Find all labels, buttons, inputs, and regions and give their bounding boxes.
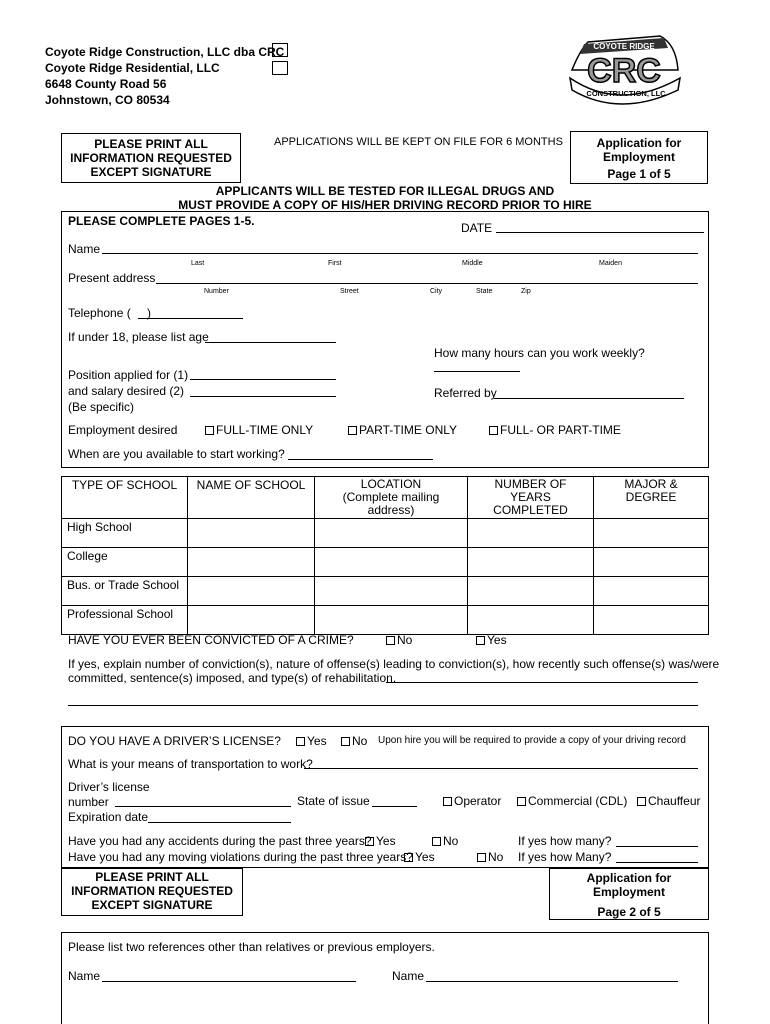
references-intro: Please list two references other than relatives or previous employers. (68, 940, 435, 954)
logo-top-text: COYOTE RIDGE (593, 42, 655, 51)
transport-field[interactable] (304, 768, 698, 769)
school-type-college: College (62, 548, 188, 577)
table-cell[interactable] (468, 519, 594, 548)
table-cell[interactable] (594, 548, 709, 577)
license-no-checkbox[interactable] (341, 737, 350, 746)
header-major-title: MAJOR & (624, 477, 678, 491)
application-box-page2 (549, 868, 709, 920)
license-no-option[interactable] (341, 734, 367, 748)
hours-field[interactable] (434, 371, 520, 372)
license-no-label: No (352, 734, 368, 748)
violations-question: Have you had any moving violations during the past three years? (68, 850, 413, 864)
drug-notice-line-1: APPLICANTS WILL BE TESTED FOR ILLEGAL DRUGS AND (215, 184, 555, 198)
header-location-title: LOCATION (360, 477, 422, 491)
header-years-title: NUMBER OF YEARS (494, 477, 567, 504)
violations-yes-label: Yes (415, 850, 435, 864)
referred-label: Referred by (434, 386, 497, 400)
position-line-3: (Be specific) (68, 400, 135, 414)
expiration-label: Expiration date (68, 810, 149, 824)
full-time-option[interactable] (205, 423, 313, 437)
violations-no-label: No (488, 850, 504, 864)
full-or-part-label: FULL- OR PART-TIME (500, 423, 621, 437)
address-sub-street: Street (340, 288, 359, 295)
company-city: Johnstown, CO 80534 (45, 93, 170, 107)
reference-2-name-label: Name (392, 969, 425, 983)
company-name: Coyote Ridge Construction, LLC dba CRC (45, 45, 285, 59)
address-sub-city: City (430, 288, 443, 295)
table-row (62, 548, 709, 577)
drug-notice (0, 184, 770, 212)
table-row (62, 606, 709, 635)
table-cell[interactable] (188, 606, 315, 635)
address-sub-zip: Zip (521, 288, 531, 295)
transport-label: What is your means of transportation to work? (68, 757, 313, 771)
print-notice-2-line-2: INFORMATION REQUESTED (71, 884, 233, 898)
position-field-2[interactable] (190, 396, 336, 397)
under18-label: If under 18, please list age (68, 330, 209, 344)
table-cell[interactable] (468, 548, 594, 577)
name-sub-middle: Middle (462, 260, 483, 267)
state-issue-label: State of issue (297, 794, 370, 808)
print-notice-line-3: EXCEPT SIGNATURE (90, 165, 212, 179)
accidents-yes-label: Yes (376, 834, 396, 848)
telephone-paren-close: ) (147, 306, 151, 320)
name-sub-first: First (328, 260, 342, 267)
license-yes-label: Yes (307, 734, 327, 748)
logo-bottom-text: CONSTRUCTION, LLC (586, 89, 666, 98)
part-time-option[interactable] (348, 423, 457, 437)
table-cell[interactable] (594, 577, 709, 606)
violations-count-field[interactable] (616, 862, 698, 863)
crime-no-checkbox[interactable] (386, 636, 395, 645)
table-cell[interactable] (188, 577, 315, 606)
table-cell[interactable] (315, 519, 468, 548)
education-table (61, 476, 709, 635)
license-label-line-2: number (68, 795, 109, 809)
app-box2-title-2: Employment (592, 885, 665, 899)
crime-yes-label: Yes (487, 633, 507, 647)
start-field[interactable] (288, 459, 433, 460)
name-label: Name (68, 242, 101, 256)
license-question: DO YOU HAVE A DRIVER’S LICENSE? (68, 734, 281, 748)
table-cell[interactable] (188, 548, 315, 577)
school-type-trade: Bus. or Trade School (62, 577, 188, 606)
address-sub-number: Number (204, 288, 229, 295)
header-location-sub: (Complete mailing address) (342, 490, 440, 517)
crime-no-option[interactable] (386, 633, 412, 647)
logo-mid-text: CRC (587, 52, 661, 90)
violations-no-checkbox[interactable] (477, 853, 486, 862)
print-notice-line-2: INFORMATION REQUESTED (70, 151, 232, 165)
address-sub-state: State (476, 288, 493, 295)
chauffeur-option[interactable] (637, 794, 700, 808)
app-box-title-2: Employment (602, 150, 675, 164)
telephone-label: Telephone ( (68, 306, 131, 320)
header-major (594, 477, 709, 519)
address-field[interactable] (156, 283, 698, 284)
full-or-part-option[interactable] (489, 423, 621, 437)
full-time-checkbox[interactable] (205, 426, 214, 435)
full-or-part-checkbox[interactable] (489, 426, 498, 435)
license-number-field[interactable] (115, 806, 291, 807)
hours-label: How many hours can you work weekly? (434, 346, 645, 360)
date-field[interactable] (496, 232, 704, 233)
print-notice-line-1: PLEASE PRINT ALL (94, 137, 208, 151)
table-row (62, 519, 709, 548)
company-address: 6648 County Road 56 (45, 77, 167, 91)
table-cell[interactable] (468, 606, 594, 635)
part-time-checkbox[interactable] (348, 426, 357, 435)
violations-count-label: If yes how Many? (518, 850, 612, 864)
application-box-page1 (570, 131, 708, 184)
app-box2-title-1: Application for (586, 871, 672, 885)
operator-label: Operator (454, 794, 502, 808)
reference-1-name-label: Name (68, 969, 101, 983)
header-major-sub: DEGREE (625, 490, 677, 504)
school-type-high-school: High School (62, 519, 188, 548)
crime-explain-field-2[interactable] (68, 705, 698, 706)
employment-desired-label: Employment desired (68, 423, 178, 437)
print-notice-2-line-3: EXCEPT SIGNATURE (91, 898, 213, 912)
date-label: DATE (461, 221, 493, 235)
company-header (45, 44, 284, 108)
name-field[interactable] (102, 253, 698, 254)
header-years-sub: COMPLETED (493, 503, 568, 517)
operator-checkbox[interactable] (443, 797, 452, 806)
table-cell[interactable] (188, 519, 315, 548)
table-cell[interactable] (468, 577, 594, 606)
crime-explain-1: If yes, explain number of conviction(s), nature of offense(s) leading to conviction(s), how recently such offense(s) was/were (68, 657, 720, 671)
header-location (315, 477, 468, 519)
accidents-count-label: If yes how many? (518, 834, 612, 848)
print-notice-2-line-1: PLEASE PRINT ALL (95, 870, 209, 884)
accidents-question: Have you had any accidents during the past three years? (68, 834, 372, 848)
state-issue-field[interactable] (372, 806, 417, 807)
violations-no-option[interactable] (477, 850, 503, 864)
drug-notice-line-2: MUST PROVIDE A COPY OF HIS/HER DRIVING RECORD PRIOR TO HIRE (178, 198, 592, 212)
license-label-line-1: Driver’s license (68, 780, 150, 794)
telephone-field[interactable] (138, 318, 243, 319)
file-notice: APPLICATIONS WILL BE KEPT ON FILE FOR 6 MONTHS (274, 136, 563, 148)
print-notice-box-page2 (61, 868, 243, 916)
operator-option[interactable] (443, 794, 501, 808)
company-logo (560, 32, 690, 108)
address-label: Present address (68, 271, 156, 285)
position-line-1: Position applied for (1) (68, 368, 189, 382)
header-name-of-school: NAME OF SCHOOL (188, 477, 315, 519)
crime-yes-checkbox[interactable] (476, 636, 485, 645)
crime-no-label: No (397, 633, 413, 647)
app-box-title-1: Application for (596, 136, 682, 150)
table-cell[interactable] (594, 606, 709, 635)
table-cell[interactable] (315, 606, 468, 635)
expiration-field[interactable] (148, 822, 291, 823)
name-sub-last: Last (191, 260, 205, 267)
crc-checkbox[interactable] (272, 43, 288, 57)
license-note: Upon hire you will be required to provide a copy of your driving record (378, 735, 686, 746)
accidents-no-option[interactable] (432, 834, 458, 848)
cdl-label: Commercial (CDL) (528, 794, 628, 808)
violations-yes-checkbox[interactable] (404, 853, 413, 862)
table-row (62, 577, 709, 606)
table-cell[interactable] (315, 577, 468, 606)
reference-2-name-field[interactable] (426, 981, 678, 982)
accidents-count-field[interactable] (616, 846, 698, 847)
age-field[interactable] (205, 342, 336, 343)
start-label: When are you available to start working? (68, 447, 285, 461)
position-line-2: and salary desired (2) (68, 384, 185, 398)
cdl-checkbox[interactable] (517, 797, 526, 806)
header-type-of-school: TYPE OF SCHOOL (62, 477, 188, 519)
accidents-no-label: No (443, 834, 459, 848)
full-time-label: FULL-TIME ONLY (216, 423, 314, 437)
accidents-no-checkbox[interactable] (432, 837, 441, 846)
referred-field[interactable] (494, 398, 684, 399)
name-sub-maiden: Maiden (599, 260, 622, 267)
school-type-professional: Professional School (62, 606, 188, 635)
complete-pages-note: PLEASE COMPLETE PAGES 1-5. (68, 214, 255, 228)
education-header-row (62, 477, 709, 519)
chauffeur-checkbox[interactable] (637, 797, 646, 806)
part-time-label: PART-TIME ONLY (359, 423, 458, 437)
crime-question: HAVE YOU EVER BEEN CONVICTED OF A CRIME? (68, 633, 354, 647)
position-label (68, 367, 188, 415)
table-cell[interactable] (594, 519, 709, 548)
table-cell[interactable] (315, 548, 468, 577)
accidents-yes-checkbox[interactable] (365, 837, 374, 846)
residential-checkbox[interactable] (272, 61, 288, 75)
cdl-option[interactable] (517, 794, 627, 808)
accidents-yes-option[interactable] (365, 834, 396, 848)
license-yes-option[interactable] (296, 734, 327, 748)
app-box2-page-number: Page 2 of 5 (597, 905, 661, 919)
app-box-page-number: Page 1 of 5 (607, 167, 671, 181)
reference-1-name-field[interactable] (102, 981, 356, 982)
license-yes-checkbox[interactable] (296, 737, 305, 746)
position-field-1[interactable] (190, 379, 336, 380)
crime-explain-2: committed, sentence(s) imposed, and type(s) of rehabilitation. (68, 671, 397, 685)
print-notice-box (61, 133, 241, 183)
company-residential: Coyote Ridge Residential, LLC (45, 61, 220, 75)
header-years (468, 477, 594, 519)
violations-yes-option[interactable] (404, 850, 435, 864)
crime-explain-field-1[interactable] (386, 682, 698, 683)
crime-yes-option[interactable] (476, 633, 507, 647)
chauffeur-label: Chauffeur (648, 794, 701, 808)
